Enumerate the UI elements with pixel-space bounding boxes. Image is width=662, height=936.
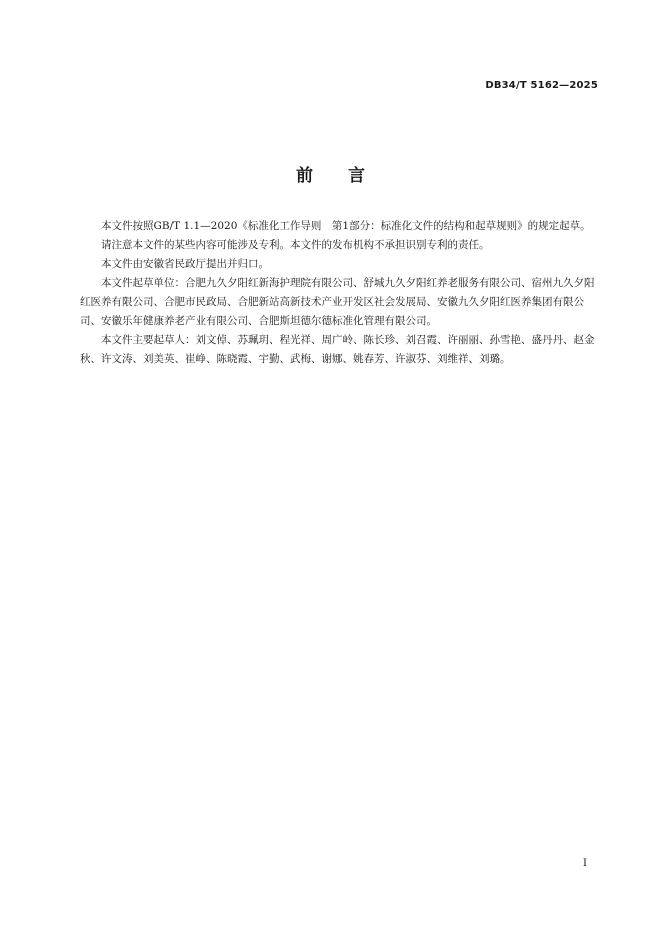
- title-char-1: 前: [296, 166, 314, 186]
- document-code: DB34/T 5162—2025: [485, 80, 598, 91]
- title-char-2: 言: [348, 166, 366, 186]
- foreword-body: [80, 217, 602, 369]
- page-number: I: [583, 858, 587, 869]
- paragraph-patent-notice: 请注意本文件的某些内容可能涉及专利。本文件的发布机构不承担识别专利的责任。: [101, 239, 490, 251]
- paragraph-drafting-units: 本文件起草单位：合肥九久夕阳红新海护理院有限公司、舒城九久夕阳红养老服务有限公司、宿州九久夕阳红医养有限公司、合肥市民政局、合肥新站高新技术产业开发区社会发展局、安徽九久夕阳红医养集团有限公司、安徽乐年健康养老产业有限公司、合肥斯坦德尔德标准化管理有限公司。: [80, 277, 595, 327]
- paragraph-proposer: 本文件由安徽省民政厅提出并归口。: [101, 258, 269, 270]
- page-title: [0, 161, 662, 186]
- paragraph-drafting-standard: 本文件按照GB/T 1.1—2020《标准化工作导则 第1部分：标准化文件的结构和起草规则》的规定起草。: [101, 220, 591, 232]
- paragraph-drafters: 本文件主要起草人：刘文倬、苏珮玥、程光祥、周广岭、陈长珍、刘召霞、许丽丽、孙雪艳、盛丹丹、赵金秋、许文涛、刘美英、崔峥、陈晓霞、宇勤、武梅、谢娜、姚春芳、许淑芬、刘维祥、刘璐。: [80, 334, 595, 365]
